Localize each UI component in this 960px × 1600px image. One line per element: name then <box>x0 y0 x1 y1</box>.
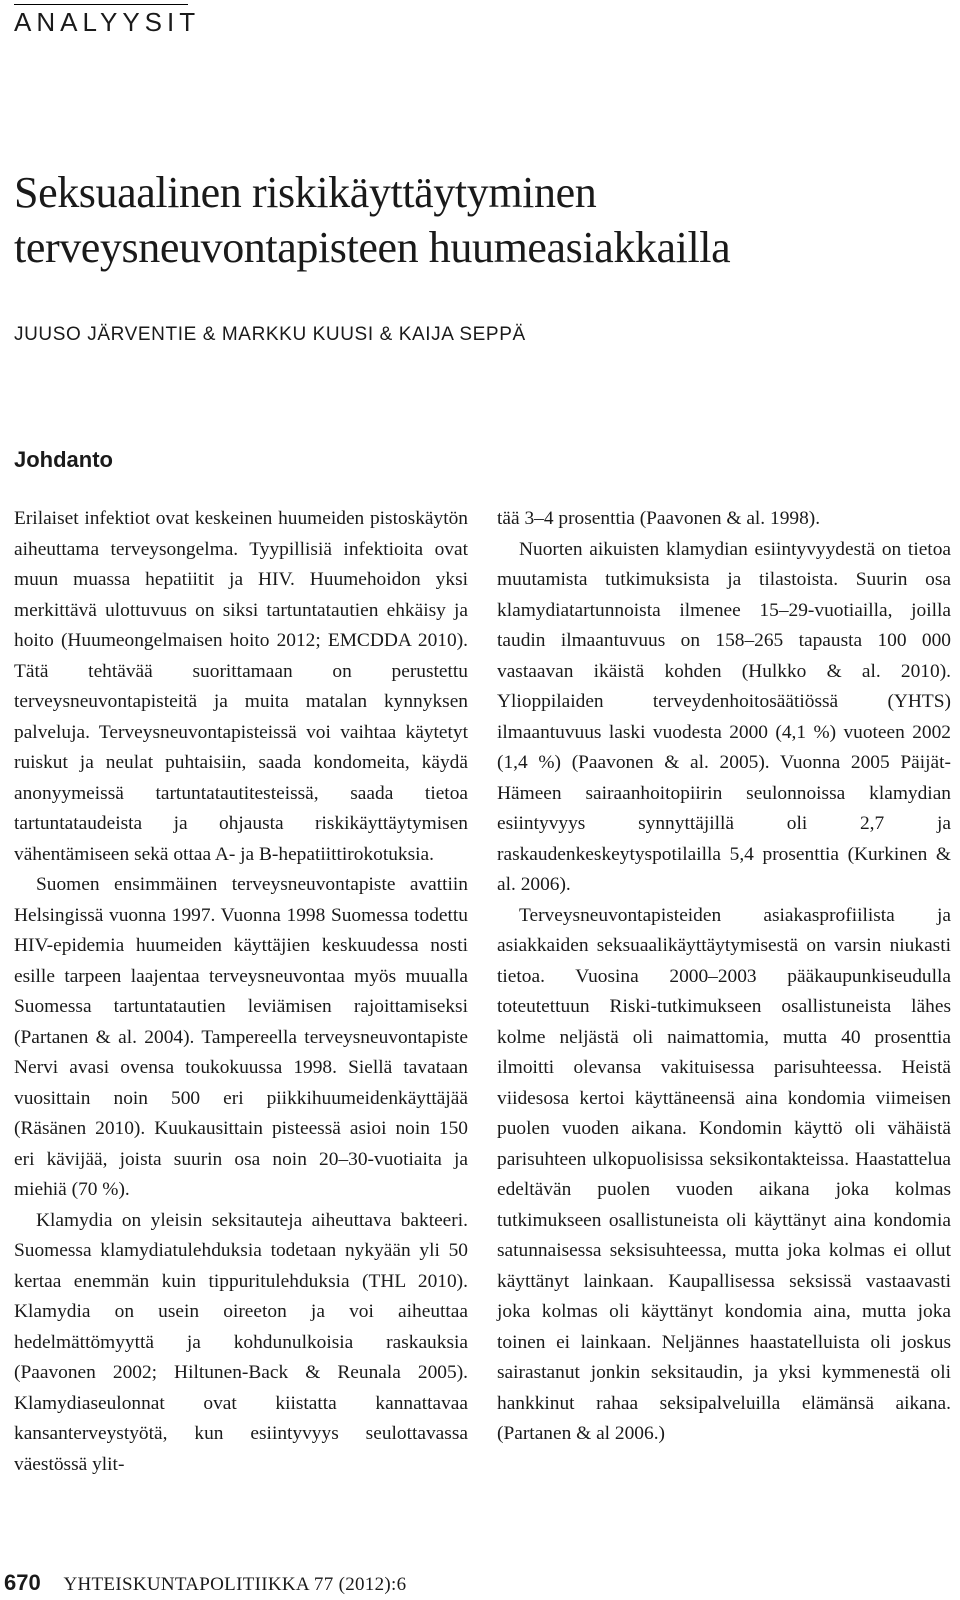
paragraph: Suomen ensimmäinen terveysneuvontapiste avattiin Helsingissä vuonna 1997. Vuonna 1998 Suomessa todettu HIV-epidemia huumeiden käyttäjien keskuudessa nosti esille tarpeen laajentaa terveysneuvontaa myös muualla Suomessa tartuntatautien leviämisen rajoittamiseksi (Partanen & al. 2004). Tampereella terveysneuvontapiste Nervi avasi ovensa toukokuussa 1998. Siellä tavataan vuosittain noin 500 eri piikkihuumeidenkäyttäjää (Räsänen 2010). Kuukausittain pisteessä asioi noin 150 eri kävijää, joista suurin osa noin 20–30-vuotiaita ja miehiä (70 %). <box>14 874 468 1200</box>
page-number: 670 <box>4 1570 41 1595</box>
journal-citation: YHTEISKUNTAPOLITIIKKA 77 (2012):6 <box>63 1574 407 1595</box>
paragraph: Nuorten aikuisten klamydian esiintyvyydestä on tietoa muutamista tutkimuksista ja tilastoista. Suurin osa klamydiatartunnoista ilmenee 15–29-vuotiailla, joilla taudin ilmaantuvuus on 158–265 tapausta 100 000 vastaavan ikäistä kohden (Hulkko & al. 2010). Ylioppilaiden terveydenhoitosäätiössä (YHTS) ilmaantuvuus laski vuodesta 2000 (4,1 %) vuoteen 2002 (1,4 %) (Paavonen & al. 2005). Vuonna 2005 Päijät-Hämeen sairaanhoitopiirin seulonnoissa klamydian esiintyvyys synnyttäjillä oli 2,7 ja raskaudenkeskeytyspotilailla 5,4 prosenttia (Kurkinen & al. 2006). <box>497 538 951 895</box>
paragraph: Erilaiset infektiot ovat keskeinen huumeiden pistoskäytön aiheuttama terveysongelma. Tyypillisiä infektioita ovat muun muassa hepatiitit ja HIV. Huumehoidon yksi merkittävä ulottuvuus on siksi tartuntatautien ehkäisy ja hoito (Huumeongelmaisen hoito 2012; EMCDDA 2010). Tätä tehtävää suorittamaan on perustettu terveysneuvontapisteitä ja muita matalan kynnyksen palveluja. Terveysneuvontapisteissä voi vaihtaa käytetyt ruiskut ja neulat puhtaisiin, saada kondomeita, käydä anonyymeissä tartuntatautitesteissä, saada tietoa tartuntataudeista ja ohjausta riskikäyttäytymisen vähentämiseen sekä ottaa A- ja B-hepatiittirokotuksia. <box>14 508 468 865</box>
left-column <box>14 504 468 1480</box>
page-footer <box>4 1570 406 1596</box>
article-title <box>14 165 944 275</box>
authors: JUUSO JÄRVENTIE & MARKKU KUUSI & KAIJA SEPPÄ <box>14 324 526 345</box>
paragraph: Klamydia on yleisin seksitauteja aiheuttava bakteeri. Suomessa klamydiatulehduksia todetaan nykyään yli 50 kertaa enemmän kuin tippuritulehduksia (THL 2010). Klamydia on usein oireeton ja voi aiheuttaa hedelmättömyyttä ja kohdunulkoisia raskauksia (Paavonen 2002; Hiltunen-Back & Reunala 2005). Klamydiaseulonnat ovat kiistatta kannattavaa kansanterveystyötä, kun esiintyvyys seulottavassa väestössä ylit- <box>14 1209 468 1475</box>
paragraph: Terveysneuvontapisteiden asiakasprofiilista ja asiakkaiden seksuaalikäyttäytymisestä on varsin niukasti tietoa. Vuosina 2000–2003 pääkaupunkiseudulla toteutettuun Riski-tutkimukseen osallistuneista lähes kolme neljästä oli naimattomia, mutta 40 prosenttia ilmoitti olevansa vakituisessa parisuhteessa. Heistä viidesosa kertoi käyttäneensä aina kondomia viimeisen puolen vuoden aikana. Kondomin käyttö oli vähäistä parisuhteen ulkopuolisissa seksikontakteissa. Haastattelua edeltävän puolen vuoden aikana joka kolmas tutkimukseen osallistuneista oli käyttänyt aina kondomia satunnaisessa seksisuhteessa, mutta joka kolmas ei ollut käyttänyt lainkaan. Kaupallisessa seksissä vastaavasti joka kolmas oli käyttänyt kondomia aina, mutta joka toinen ei lainkaan. Neljännes haastatelluista oli joskus sairastanut jonkin seksitaudin, ja yksi kymmenestä oli hankkinut rahaa seksipalveluilla elämänsä aikana. (Partanen & al 2006.) <box>497 904 951 1444</box>
section-heading: Johdanto <box>14 447 113 472</box>
paragraph-continuation: tää 3–4 prosenttia (Paavonen & al. 1998). <box>497 508 821 529</box>
title-line-1: Seksuaalinen riskikäyttäytyminen <box>14 168 597 217</box>
title-line-2: terveysneuvontapisteen huumeasiakkailla <box>14 223 731 272</box>
section-label: ANALYYSIT <box>14 4 188 38</box>
right-column <box>497 504 951 1450</box>
